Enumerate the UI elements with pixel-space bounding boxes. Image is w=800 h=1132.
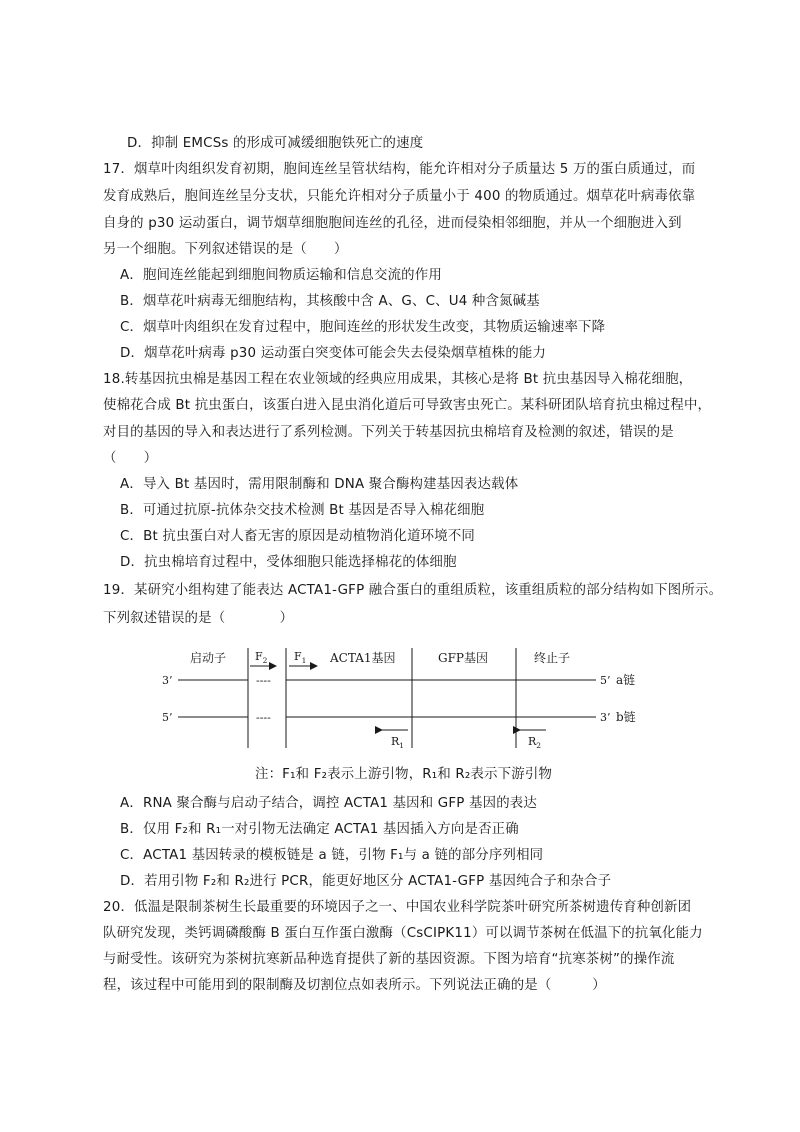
q20-stem-line-2: 队研究发现，类钙调磷酸酶 B 蛋白互作蛋白激酶（CsCIPK11）可以调节茶树在低温下的抗氧化能力 xyxy=(103,926,703,941)
q20-stem-line-1: 20．低温是限制茶树生长最重要的环境因子之一、中国农业科学院茶叶研究所茶树遗传育种创新团 xyxy=(103,900,692,915)
q17-option-d: D．烟草花叶病毒 p30 运动蛋白突变体可能会失去侵染烟草植株的能力 xyxy=(120,346,547,361)
strand-b-label: b链 xyxy=(616,710,636,724)
q18-option-a: A．导入 Bt 基因时，需用限制酶和 DNA 聚合酶构建基因表达载体 xyxy=(120,477,519,492)
q17-stem-line-1: 17．烟草叶肉组织发育初期，胞间连丝呈管状结构，能允许相对分子质量达 5 万的蛋白质通过，而 xyxy=(103,162,696,177)
primer-f1-label: $F_1$ xyxy=(294,650,307,665)
q19-option-a: A．RNA 聚合酶与启动子结合，调控 ACTA1 基因和 GFP 基因的表达 xyxy=(120,796,537,811)
q18-stem-line-3: 对目的基因的导入和表达进行了系列检测。下列关于转基因抗虫棉培育及检测的叙述，错误的是 xyxy=(103,425,674,440)
q16-option-d: D．抑制 EMCSs 的形成可减缓细胞铁死亡的速度 xyxy=(127,136,424,151)
primer-r1-label: $R_1$ xyxy=(391,735,405,750)
gap-dashes-top: ---- xyxy=(256,674,271,687)
strand-a-3prime: 3’ xyxy=(162,674,173,687)
primer-r2-label: $R_2$ xyxy=(528,735,542,750)
q20-stem-line-3: 与耐受性。该研究为茶树抗寒新品种选育提供了新的基因资源。下图为培育“抗寒茶树”的操作流 xyxy=(103,952,675,967)
q17-stem-line-3: 自身的 p30 运动蛋白，调节烟草细胞胞间连丝的孔径，进而侵染相邻细胞，并从一个细胞进入到 xyxy=(103,216,682,231)
q17-stem-line-4: 另一个细胞。下列叙述错误的是（ ） xyxy=(103,242,348,257)
q19-stem-line-1: 19．某研究小组构建了能表达 ACTA1-GFP 融合蛋白的重组质粒，该重组质粒的部分结构如下图所示。 xyxy=(103,583,723,598)
strand-a-5prime: 5’ xyxy=(600,674,611,687)
promoter-label: 启动子 xyxy=(190,651,227,665)
q20-stem-line-4: 程，该过程中可能用到的限制酶及切割位点如表所示。下列说法正确的是（ ） xyxy=(103,978,606,993)
q17-option-c: C．烟草叶肉组织在发育过程中，胞间连丝的形状发生改变，其物质运输速率下降 xyxy=(120,320,606,335)
terminator-label: 终止子 xyxy=(534,651,571,665)
gap-dashes-bottom: ---- xyxy=(256,711,271,724)
primer-f2-label: $F_2$ xyxy=(255,650,268,665)
diagram-note: 注：F₁和 F₂表示上游引物，R₁和 R₂表示下游引物 xyxy=(255,767,553,782)
q19-option-c: C．ACTA1 基因转录的模板链是 a 链，引物 F₁与 a 链的部分序列相同 xyxy=(120,848,544,863)
q18-stem-line-4: （ ） xyxy=(103,451,158,466)
q17-option-b: B．烟草花叶病毒无细胞结构，其核酸中含 A、G、C、U4 种含氮碱基 xyxy=(120,294,540,309)
q17-option-a: A．胞间连丝能起到细胞间物质运输和信息交流的作用 xyxy=(120,268,442,283)
acta1-gene-label: ACTA1基因 xyxy=(330,651,396,665)
q17-stem-line-2: 发育成熟后，胞间连丝呈分支状，只能允许相对分子质量小于 400 的物质通过。烟草花叶病毒依靠 xyxy=(103,189,696,204)
q19-option-d: D．若用引物 F₂和 R₂进行 PCR，能更好地区分 ACTA1-GFP 基因纯合子和杂合子 xyxy=(120,874,612,889)
strand-b-3prime: 3’ xyxy=(600,711,611,724)
q19-stem-line-2: 下列叙述错误的是（ ） xyxy=(103,611,294,626)
q18-stem-line-2: 使棉花合成 Bt 抗虫蛋白，该蛋白进入昆虫消化道后可导致害虫死亡。某科研团队培育抗虫棉过程中， xyxy=(103,398,712,413)
strand-a-label: a链 xyxy=(616,673,636,687)
strand-b-5prime: 5’ xyxy=(162,711,173,724)
gfp-gene-label: GFP基因 xyxy=(438,651,488,665)
q18-option-d: D．抗虫棉培育过程中，受体细胞只能选择棉花的体细胞 xyxy=(120,555,457,570)
plasmid-structure-diagram xyxy=(150,644,650,754)
q18-stem-line-1: 18.转基因抗虫棉是基因工程在农业领域的经典应用成果，其核心是将 Bt 抗虫基因导入棉花细胞， xyxy=(103,372,693,387)
q18-option-c: C．Bt 抗虫蛋白对人畜无害的原因是动植物消化道环境不同 xyxy=(120,529,476,544)
q18-option-b: B．可通过抗原-抗体杂交技术检测 Bt 基因是否导入棉花细胞 xyxy=(120,503,485,518)
q19-option-b: B．仅用 F₂和 R₁一对引物无法确定 ACTA1 基因插入方向是否正确 xyxy=(120,822,519,837)
